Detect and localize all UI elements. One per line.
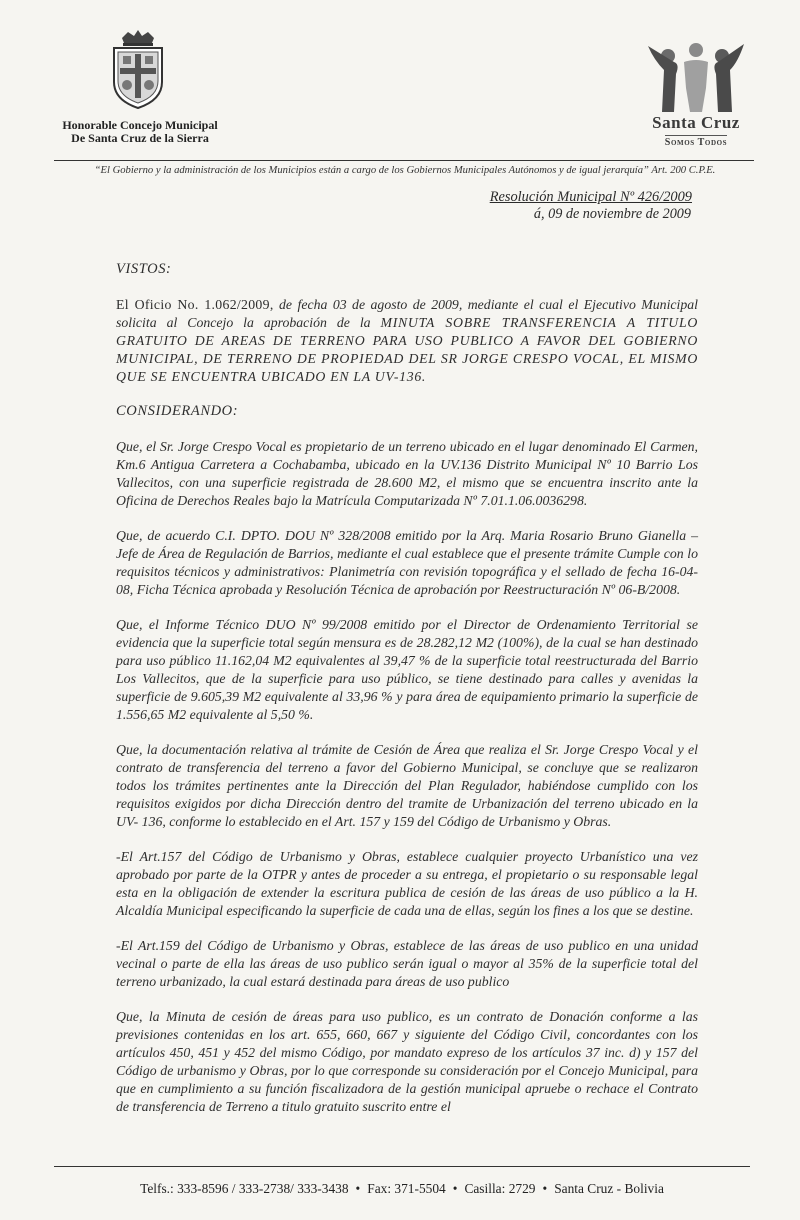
- constitution-quote: “El Gobierno y la administración de los Municipios están a cargo de los Gobiernos Municipales Autónomos y de igual jerarquía” Art. 200 C.P.E.: [94, 165, 716, 176]
- considerando-paragraph: -El Art.159 del Código de Urbanismo y Obras, establece de las áreas de uso publico en una unidad vecinal o parte de ella las áreas de uso publico serán igual o mayor al 35% de la superficie total del terreno urbanizado, la cual estará destinada para áreas de uso publico: [116, 938, 698, 989]
- considerando-paragraph: Que, el Informe Técnico DUO Nº 99/2008 emitido por el Director de Ordenamiento Territorial se evidencia que la superficie total según mensura es de 28.282,12 M2 (100%), de la cual se han destinado para uso público 11.162,04 M2 equivalentes al 39,47 % de la superficie total reestructurada del Barrio Los Vallecitos, que de la superficie para uso público, se tiene destinado para calles y avenidas la superficie de 9.605,39 M2 equivalente al 33,96 % y para área de equipamiento primario la superficie de 1.556,65 M2 equivalente al 5,50 %.: [116, 617, 698, 722]
- section-heading-considerando: CONSIDERANDO:: [116, 403, 239, 419]
- footer-phones: Telfs.: 333-8596 / 333-2738/ 333-3438: [140, 1181, 349, 1196]
- considerando-paragraph: Que, la documentación relativa al trámite de Cesión de Área que realiza el Sr. Jorge Crespo Vocal y el contrato de transferencia del terreno a favor del Gobierno Municipal, se concluye que se realizaron todos los trámites pertinentes ante la Dirección del Plan Regulador, habiéndose cumplido con los requisitos exigidos por dicha Dirección dentro del tramite de Urbanización del terreno ubicado en la UV- 136, conforme lo establecido en el Art. 157 y 159 del Código de Urbanismo y Obras.: [116, 742, 698, 829]
- logo-title: Santa Cruz: [652, 113, 740, 132]
- footer-city: Santa Cruz - Bolivia: [554, 1181, 664, 1196]
- resolution-number: Resolución Municipal Nº 426/2009: [489, 189, 692, 205]
- document-body: [116, 260, 698, 1116]
- logo-subtitle: Somos Todos: [664, 137, 728, 148]
- santa-cruz-logo: [644, 40, 748, 122]
- vistos-paragraph: [116, 296, 698, 386]
- council-name-line-2: De Santa Cruz de la Sierra: [71, 131, 209, 145]
- section-heading-vistos: VISTOS:: [116, 261, 172, 277]
- vistos-caps-text: MINUTA SOBRE TRANSFERENCIA A TITULO GRATUITO DE AREAS DE TERRENO PARA USO PUBLICO A FAVOR DEL GOBIERNO MUNICIPAL, DE TERRENO DE PROPIEDAD DEL SR JORGE CRESPO VOCAL, EL MISMO QUE SE ENCUENTRA UBICADO EN LA UV-136.: [116, 315, 698, 384]
- santa-cruz-logo-text: [632, 114, 760, 150]
- resolution-date: á, 09 de noviembre de 2009: [533, 206, 691, 222]
- footer-fax: Fax: 371-5504: [367, 1181, 446, 1196]
- contact-footer: Telfs.: 333-8596 / 333-2738/ 333-3438 • Fax: 371-5504 • Casilla: 2729 • Santa Cruz - Bolivia: [140, 1181, 664, 1196]
- council-name: [55, 119, 225, 145]
- considerando-paragraph: Que, de acuerdo C.I. DPTO. DOU Nº 328/2008 emitido por la Arq. Maria Rosario Bruno Gianella – Jefe de Área de Regulación de Barrios, mediante el cual establece que el presente trámite Cumple con lo requisitos técnicos y administrativos: Planimetría con revisión topográfica y el sellado de fecha 16-04-08, Ficha Técnica aprobada y Resolución Técnica de aprobación por Reestructuración Nº 06-B/2008.: [116, 528, 698, 597]
- considerando-paragraph: Que, la Minuta de cesión de áreas para uso publico, es un contrato de Donación conforme a las previsiones contenidas en los art. 655, 660, 667 y siguiente del Código Civil, concordantes con los artículos 450, 451 y 452 del mismo Código, por mandato expreso de los artículos 37 inc. d) y 157 del Código de urbanismo y Obras, por lo que corresponde su consideración por el Concejo Municipal, para que en cumplimiento a su función fiscalizadora de la gestión municipal apruebe o rechace el Contrato de transferencia de Terreno a titulo gratuito suscrito entre el: [116, 1009, 698, 1114]
- considerando-paragraph: Que, el Sr. Jorge Crespo Vocal es propietario de un terreno ubicado en el lugar denominado El Carmen, Km.6 Antigua Carretera a Cochabamba, ubicado en la UV.136 Distrito Municipal Nº 10 Barrio Los Vallecitos, con una superficie registrada de 28.600 M2, el mismo que se encuentra inscrito ante la Oficina de Derechos Reales bajo la Matrícula Computarizada Nº 7.01.1.06.0036298.: [116, 439, 698, 508]
- council-name-line-1: Honorable Concejo Municipal: [62, 118, 218, 132]
- oficio-reference: El Oficio No. 1.062/2009,: [116, 297, 274, 312]
- vistos-text: de fecha 03 de agosto de 2009, mediante el cual el Ejecutivo Municipal solicita al Concejo la aprobación de la: [116, 297, 698, 330]
- coat-of-arms-logo: [108, 30, 168, 110]
- footer-casilla: Casilla: 2729: [464, 1181, 536, 1196]
- footer-divider: [54, 1166, 750, 1167]
- considerando-paragraph: -El Art.157 del Código de Urbanismo y Obras, establece cualquier proyecto Urbanístico una vez aprobado por parte de la OTPR y antes de proceder a su entrega, el propietario o su responsable legal esta en la obligación de extender la escritura publica de cesión de las áreas de uso público a la H. Alcaldía Municipal especificando la superficie de cada una de ellas, según los fines a los que se destine.: [116, 849, 698, 918]
- header-divider: [54, 160, 754, 161]
